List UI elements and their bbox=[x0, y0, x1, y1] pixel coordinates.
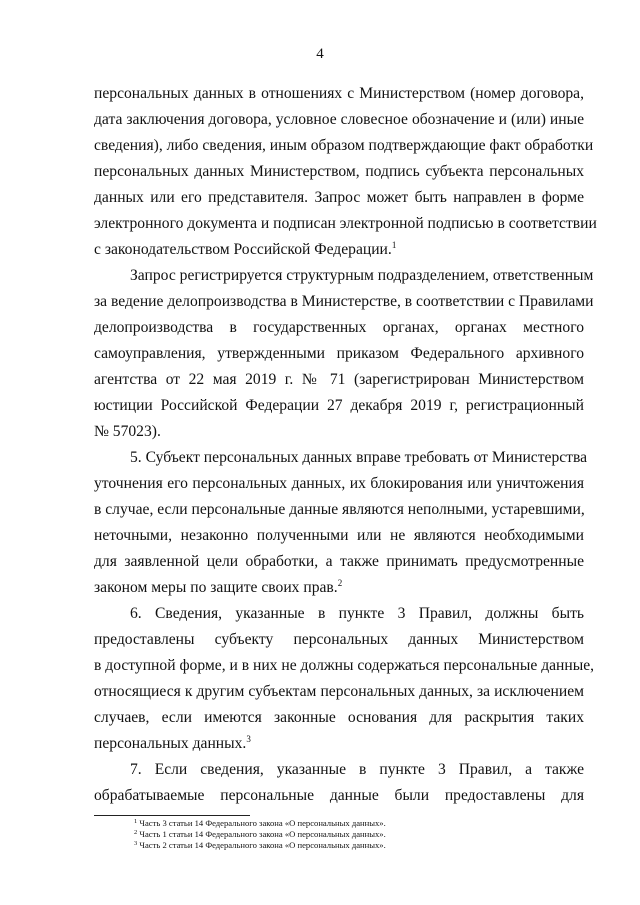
body-line: обрабатываемые персональные данные были предоставлены для bbox=[94, 787, 584, 804]
line-text: с законодательством Российской Федерации. bbox=[94, 241, 392, 258]
body-line: самоуправления, утвержденными приказом Федерального архивного bbox=[94, 345, 584, 362]
body-line: электронного документа и подписан электронной подписью в соответствии bbox=[94, 215, 597, 232]
body-line: персональных данных в отношениях с Министерством (номер договора, bbox=[94, 85, 584, 102]
footnote-3 bbox=[134, 840, 386, 851]
body-line: сведения), либо сведения, иным образом подтверждающие факт обработки bbox=[94, 137, 594, 154]
footnote-mark: 2 bbox=[134, 829, 138, 836]
footnote-text: Часть 3 статьи 14 Федерального закона «О персональных данных». bbox=[139, 818, 386, 828]
body-line-last: № 57023). bbox=[94, 423, 161, 440]
body-line: агентства от 22 мая 2019 г. № 71 (зарегистрирован Министерством bbox=[94, 371, 584, 388]
body-line-last bbox=[94, 579, 584, 597]
body-line: юстиции Российской Федерации 27 декабря 2019 г, регистрационный bbox=[94, 397, 584, 414]
body-line: относящиеся к другим субъектам персональных данных, за исключением bbox=[94, 683, 584, 700]
footnote-ref: 1 bbox=[391, 240, 397, 250]
body-line: 6. Сведения, указанные в пункте 3 Правил, должны быть bbox=[130, 605, 584, 622]
footnote-mark: 1 bbox=[134, 818, 138, 825]
body-line: за ведение делопроизводства в Министерстве, в соответствии с Правилами bbox=[94, 293, 594, 310]
page-number: 4 bbox=[316, 46, 324, 62]
body-line-last bbox=[94, 735, 584, 753]
footnote-2 bbox=[134, 829, 386, 840]
body-line: в доступной форме, и в них не должны содержаться персональные данные, bbox=[94, 657, 595, 674]
footnote-1 bbox=[134, 818, 386, 829]
body-line: Запрос регистрируется структурным подразделением, ответственным bbox=[130, 267, 594, 284]
body-line: предоставлены субъекту персональных данных Министерством bbox=[94, 631, 584, 648]
body-line: персональных данных Министерством, подпись субъекта персональных bbox=[94, 163, 584, 180]
line-text: персональных данных. bbox=[94, 735, 247, 752]
body-line: неточными, незаконно полученными или не являются необходимыми bbox=[94, 527, 584, 544]
body-line: дата заключения договора, условное словесное обозначение и (или) иные bbox=[94, 111, 584, 128]
body-line-last bbox=[94, 241, 584, 259]
footnote-mark: 3 bbox=[134, 840, 138, 847]
body-line: 5. Субъект персональных данных вправе требовать от Министерства bbox=[130, 449, 588, 466]
body-line: для заявленной цели обработки, а также принимать предусмотренные bbox=[94, 553, 584, 570]
body-line: в случае, если персональные данные являются неполными, устаревшими, bbox=[94, 501, 585, 518]
line-text: законом меры по защите своих прав. bbox=[94, 579, 338, 596]
body-line: 7. Если сведения, указанные в пункте 3 Правил, а также bbox=[130, 761, 584, 778]
footnote-text: Часть 1 статьи 14 Федерального закона «О персональных данных». bbox=[139, 829, 386, 839]
footnote-text: Часть 2 статьи 14 Федерального закона «О персональных данных». bbox=[139, 840, 386, 850]
footnote-ref: 3 bbox=[246, 734, 251, 744]
footnote-ref: 2 bbox=[337, 578, 343, 588]
body-line: делопроизводства в государственных органах, органах местного bbox=[94, 319, 584, 336]
footnote-separator bbox=[94, 815, 250, 816]
body-line: уточнения его персональных данных, их блокирования или уничтожения bbox=[94, 475, 584, 492]
body-line: случаев, если имеются законные основания для раскрытия таких bbox=[94, 709, 584, 726]
body-line: данных или его представителя. Запрос может быть направлен в форме bbox=[94, 189, 584, 206]
